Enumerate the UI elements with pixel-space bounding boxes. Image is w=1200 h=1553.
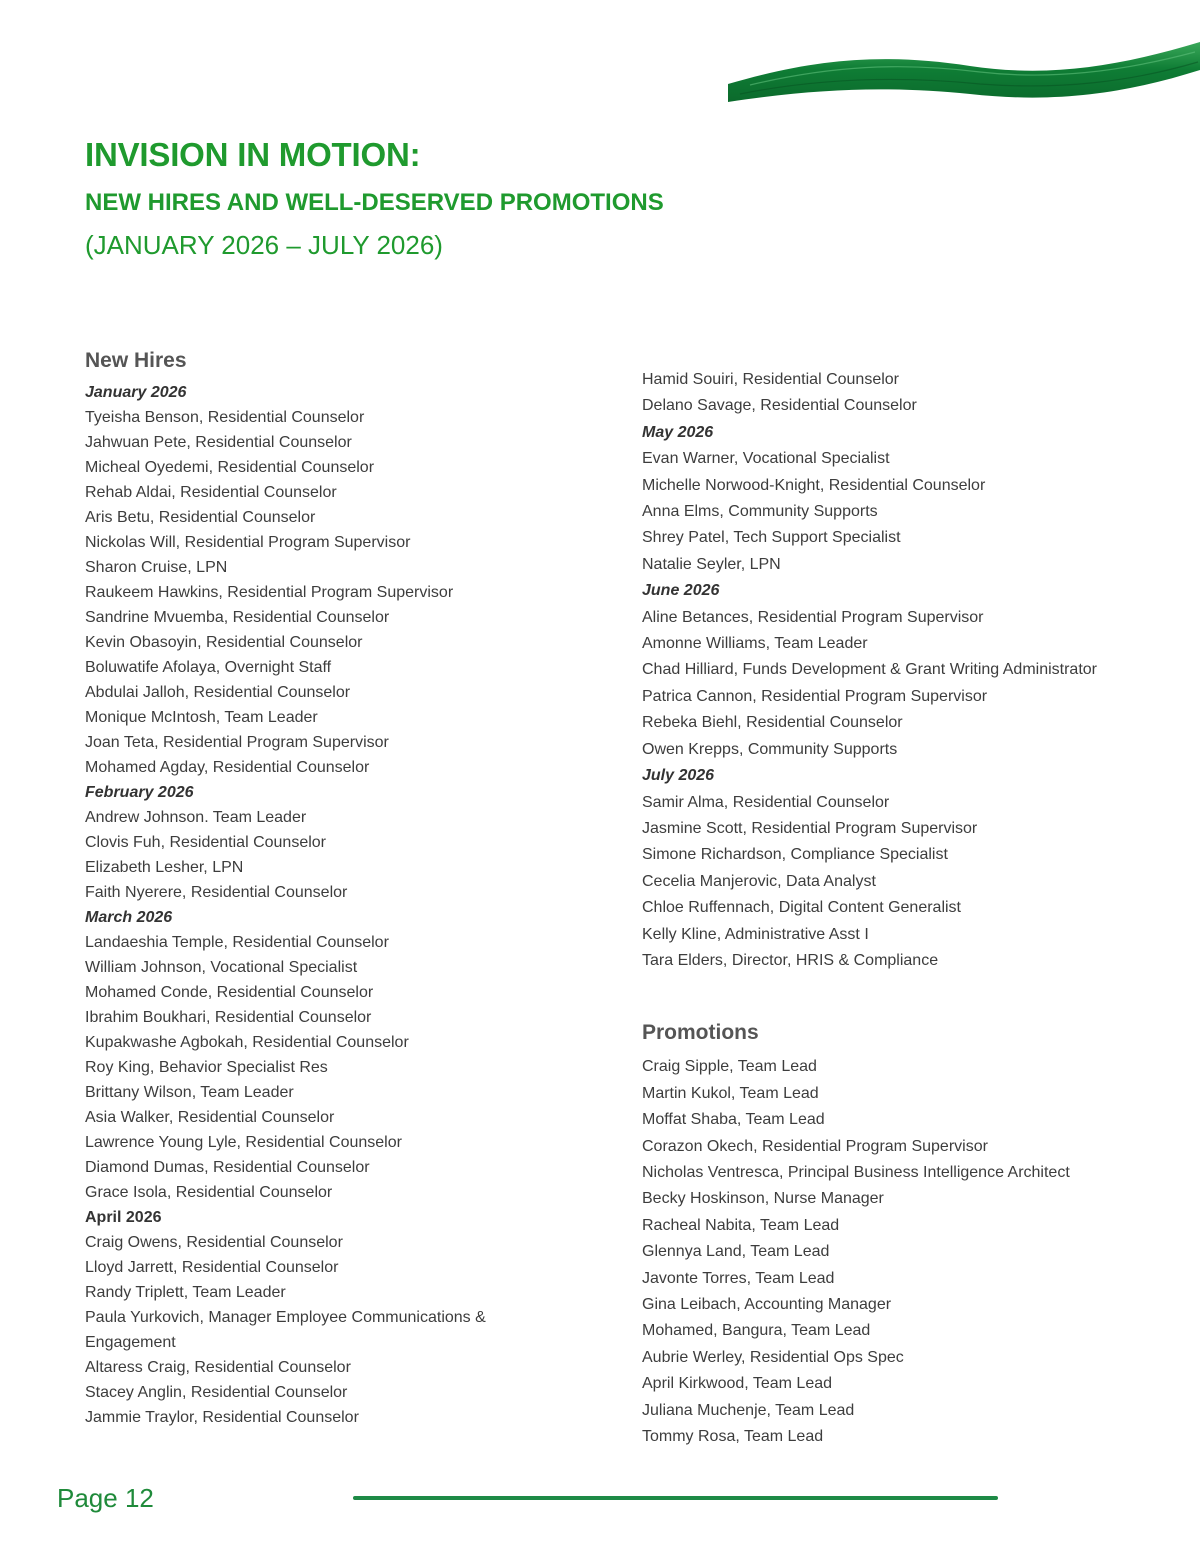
list-item: Boluwatife Afolaya, Overnight Staff [85, 659, 332, 676]
list-item: Corazon Okech, Residential Program Supervisor [642, 1137, 988, 1155]
list-item: Gina Leibach, Accounting Manager [642, 1296, 892, 1313]
list-item: Craig Owens, Residential Counselor [85, 1234, 343, 1251]
list-item: Mohamed Agday, Residential Counselor [85, 759, 370, 776]
list-item: Hamid Souiri, Residential Counselor [642, 371, 900, 388]
date-range: (JANUARY 2026 – JULY 2026) [85, 230, 443, 260]
footer-divider [353, 1496, 998, 1500]
month-heading: January 2026 [85, 384, 187, 401]
list-item: Nickolas Will, Residential Program Supervisor [85, 534, 411, 551]
list-item: Lawrence Young Lyle, Residential Counselor [85, 1134, 402, 1151]
month-heading: June 2026 [642, 582, 720, 600]
list-item: Mohamed, Bangura, Team Lead [642, 1322, 871, 1340]
list-item: Chloe Ruffennach, Digital Content Generalist [642, 899, 961, 917]
list-item: Moffat Shaba, Team Lead [642, 1111, 825, 1129]
month-heading: July 2026 [642, 767, 715, 785]
list-item: Cecelia Manjerovic, Data Analyst [642, 872, 876, 890]
list-item: Brittany Wilson, Team Leader [85, 1084, 294, 1101]
list-item: Lloyd Jarrett, Residential Counselor [85, 1259, 339, 1276]
list-item: Landaeshia Temple, Residential Counselor [85, 934, 389, 951]
new-hires-heading: New Hires [85, 349, 187, 372]
list-item: Chad Hilliard, Funds Development & Grant Writing Administrator [642, 661, 1097, 679]
list-item: Evan Warner, Vocational Specialist [642, 450, 890, 468]
list-item: Juliana Muchenje, Team Lead [642, 1401, 855, 1419]
list-item: Clovis Fuh, Residential Counselor [85, 834, 326, 851]
month-heading: March 2026 [85, 909, 173, 926]
list-item: Craig Sipple, Team Lead [642, 1058, 817, 1076]
list-item: Becky Hoskinson, Nurse Manager [642, 1190, 884, 1208]
month-heading: May 2026 [642, 423, 714, 441]
list-item: Sharon Cruise, LPN [85, 559, 228, 576]
list-item: Samir Alma, Residential Counselor [642, 793, 890, 811]
list-item: Delano Savage, Residential Counselor [642, 397, 917, 415]
list-item: Monique McIntosh, Team Leader [85, 709, 318, 726]
list-item: Paula Yurkovich, Manager Employee Communications & [85, 1309, 486, 1326]
list-item: Jahwuan Pete, Residential Counselor [85, 434, 352, 451]
list-item: Jammie Traylor, Residential Counselor [85, 1409, 359, 1426]
list-item: Michelle Norwood-Knight, Residential Counselor [642, 476, 986, 494]
list-item: Andrew Johnson. Team Leader [85, 809, 307, 826]
month-heading: February 2026 [85, 784, 194, 801]
list-item: Kelly Kline, Administrative Asst I [642, 925, 869, 943]
list-item: Javonte Torres, Team Lead [642, 1269, 835, 1287]
list-item: Kupakwashe Agbokah, Residential Counselor [85, 1034, 409, 1051]
list-item: Elizabeth Lesher, LPN [85, 859, 244, 876]
list-item: Faith Nyerere, Residential Counselor [85, 884, 348, 901]
list-item: Randy Triplett, Team Leader [85, 1284, 286, 1301]
list-item: William Johnson, Vocational Specialist [85, 959, 358, 976]
list-item: Tyeisha Benson, Residential Counselor [85, 409, 365, 426]
promotions-heading: Promotions [642, 1021, 759, 1045]
list-item: Aubrie Werley, Residential Ops Spec [642, 1348, 904, 1366]
list-item: Tara Elders, Director, HRIS & Compliance [642, 951, 939, 969]
list-item: Micheal Oyedemi, Residential Counselor [85, 459, 375, 476]
list-item: Rehab Aldai, Residential Counselor [85, 484, 337, 501]
list-item: Rebeka Biehl, Residential Counselor [642, 714, 903, 732]
list-item: Joan Teta, Residential Program Supervisor [85, 734, 389, 751]
list-item: Amonne Williams, Team Leader [642, 635, 868, 653]
list-item: Aline Betances, Residential Program Supervisor [642, 608, 984, 626]
list-item: Owen Krepps, Community Supports [642, 740, 898, 758]
list-item: April Kirkwood, Team Lead [642, 1375, 833, 1393]
list-item: Nicholas Ventresca, Principal Business Intelligence Architect [642, 1163, 1070, 1181]
list-item: Ibrahim Boukhari, Residential Counselor [85, 1009, 372, 1026]
right-column [642, 367, 1187, 1450]
list-item: Racheal Nabita, Team Lead [642, 1216, 840, 1234]
list-item: Jasmine Scott, Residential Program Supervisor [642, 819, 978, 837]
list-item: Abdulai Jalloh, Residential Counselor [85, 684, 351, 701]
month-heading: April 2026 [85, 1209, 162, 1226]
list-item: Martin Kukol, Team Lead [642, 1084, 819, 1102]
page-number: Page 12 [57, 1483, 154, 1513]
list-item: Sandrine Mvuemba, Residential Counselor [85, 609, 390, 626]
list-item: Engagement [85, 1334, 176, 1351]
list-item: Diamond Dumas, Residential Counselor [85, 1159, 370, 1176]
left-column [85, 346, 555, 1430]
list-item: Shrey Patel, Tech Support Specialist [642, 529, 901, 547]
list-item: Aris Betu, Residential Counselor [85, 509, 316, 526]
list-item: Tommy Rosa, Team Lead [642, 1428, 824, 1446]
list-item: Asia Walker, Residential Counselor [85, 1109, 335, 1126]
page-subtitle: NEW HIRES AND WELL-DESERVED PROMOTIONS [85, 189, 664, 216]
list-item: Mohamed Conde, Residential Counselor [85, 984, 374, 1001]
list-item: Roy King, Behavior Specialist Res [85, 1059, 328, 1076]
list-item: Stacey Anglin, Residential Counselor [85, 1384, 348, 1401]
list-item: Raukeem Hawkins, Residential Program Supervisor [85, 584, 454, 601]
list-item: Kevin Obasoyin, Residential Counselor [85, 634, 363, 651]
green-swoosh-decoration [720, 30, 1200, 110]
list-item: Simone Richardson, Compliance Specialist [642, 846, 948, 864]
list-item: Patrica Cannon, Residential Program Supervisor [642, 687, 988, 705]
list-item: Grace Isola, Residential Counselor [85, 1184, 333, 1201]
list-item: Altaress Craig, Residential Counselor [85, 1359, 351, 1376]
page-title: INVISION IN MOTION: [85, 136, 421, 173]
list-item: Natalie Seyler, LPN [642, 555, 781, 573]
list-item: Anna Elms, Community Supports [642, 503, 878, 521]
list-item: Glennya Land, Team Lead [642, 1243, 830, 1261]
